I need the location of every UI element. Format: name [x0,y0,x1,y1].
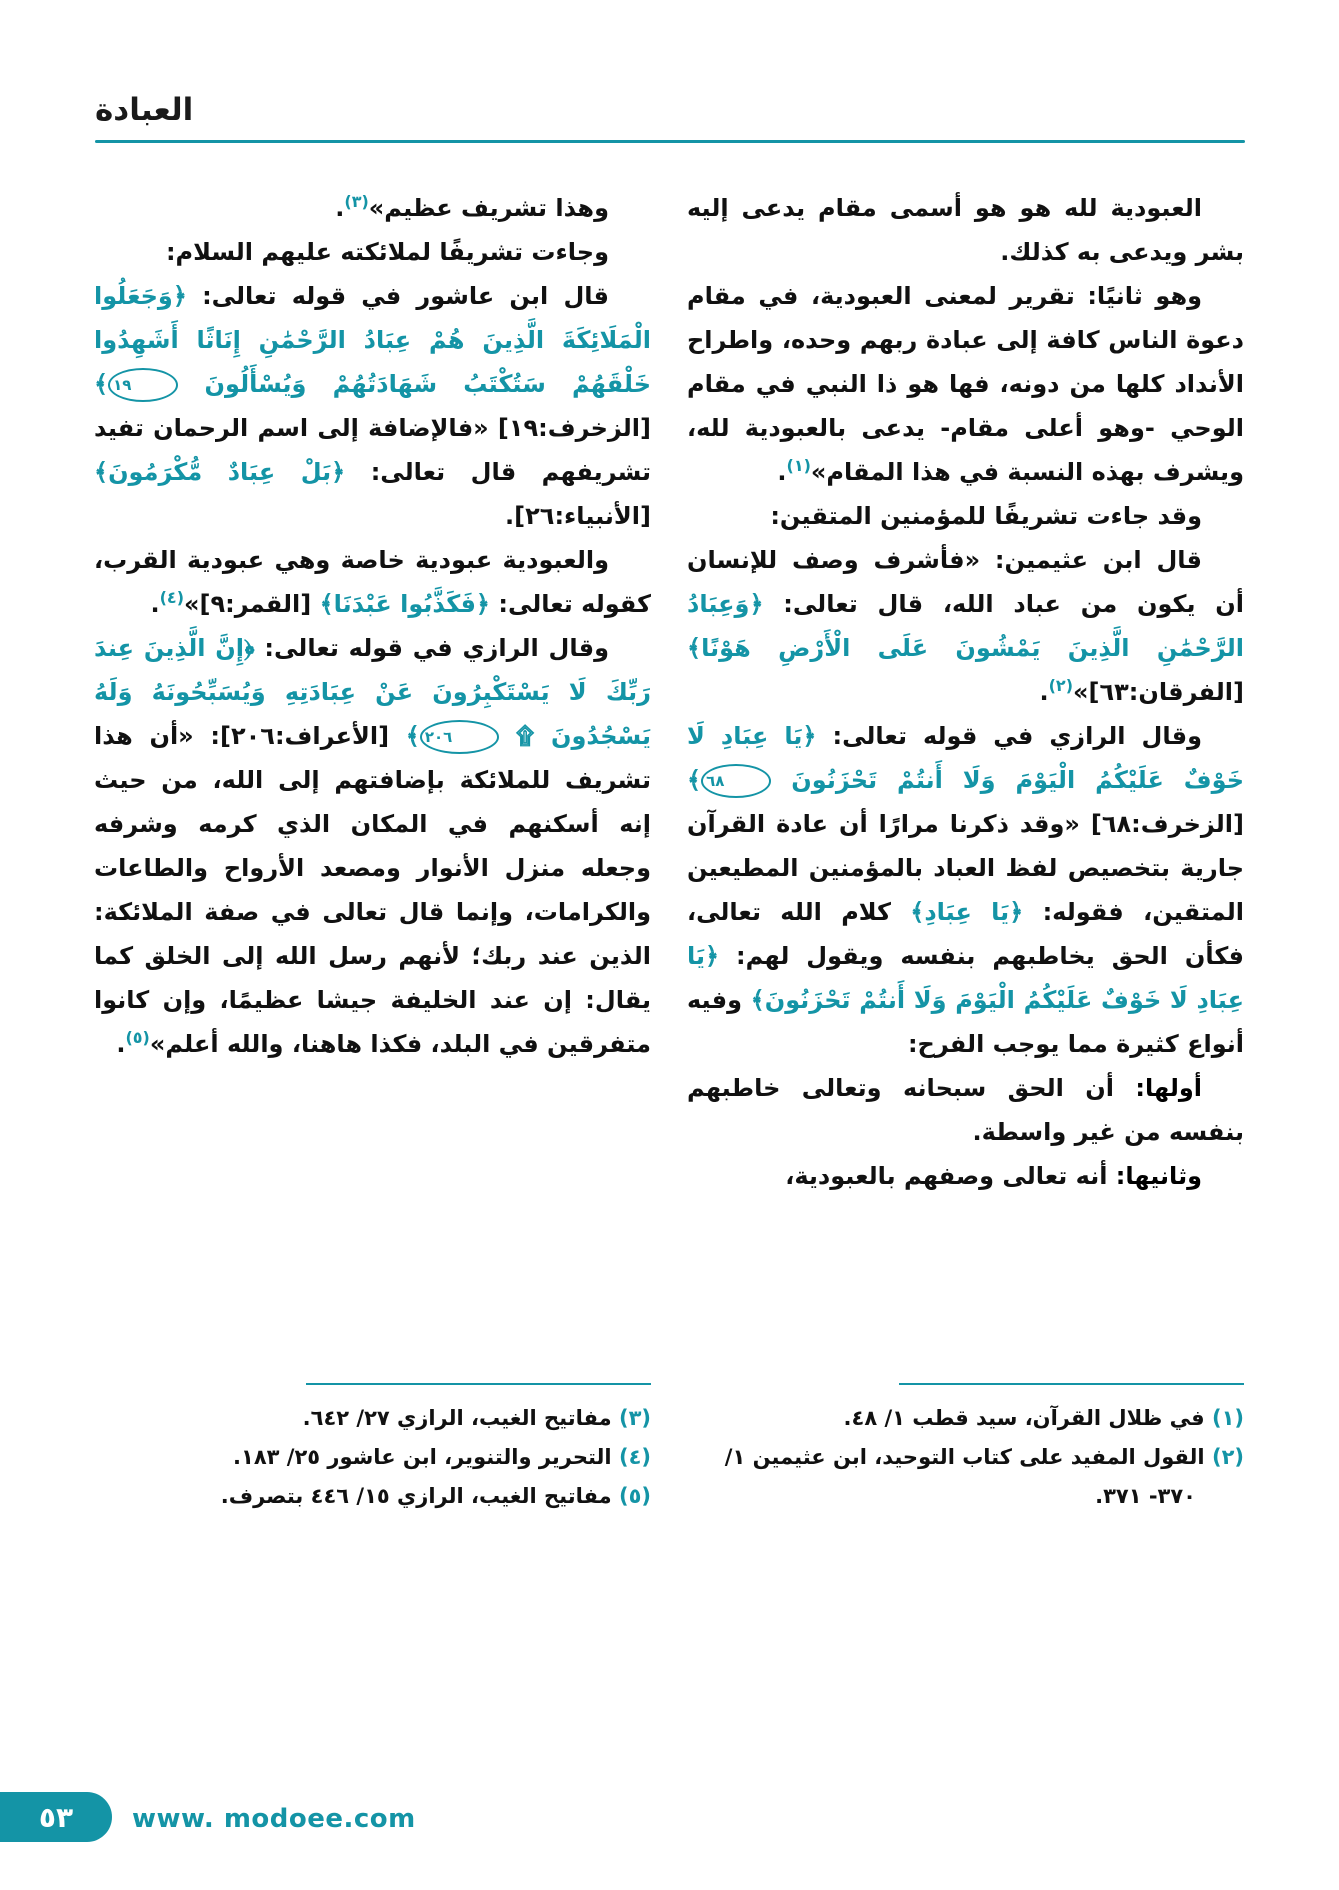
footnote-ref: (٢) [1048,676,1073,695]
page-number-badge [0,1792,112,1842]
body-text: وهذا تشريف عظيم» [368,194,609,222]
footnote-list [687,1399,1244,1516]
body-text: أنه تعالى وصفهم بالعبودية، [785,1162,1116,1190]
page-header [95,92,1245,143]
ayah-number-marker: ١٩ [108,368,178,402]
footnote-divider [899,1383,1244,1385]
footnote-text: مفاتيح الغيب، الرازي ٢٧/ ٦٤٢. [302,1406,619,1430]
footnote-ref: (٣) [344,192,369,211]
page-header-title: العبادة [95,92,194,128]
footnote-item [687,1438,1244,1516]
footnote-marker: (٣) [618,1406,651,1430]
quran-verse: ﴿يَا عِبَادِ لَا خَوْفٌ عَلَيْكُمُ الْيَوْمَ وَلَا أَنتُمْ تَحْزَنُونَ [687,722,1244,794]
footnote-item [687,1399,1244,1438]
quran-verse: ﴿وَعِبَادُ الرَّحْمَٰنِ الَّذِينَ يَمْشُونَ عَلَى الْأَرْضِ هَوْنًا﴾ [687,590,1244,662]
body-text: أن الحق سبحانه وتعالى خاطبهم بنفسه من غير واسطة. [687,1074,1244,1146]
body-text: . [1039,678,1049,706]
column-left-footnotes [94,1377,651,1516]
body-text: والعبودية عبودية خاصة وهي عبودية القرب، كقوله تعالى: [94,546,651,618]
paragraph [687,1154,1244,1198]
footnote-marker: (١) [1211,1406,1244,1430]
footnote-text: مفاتيح الغيب، الرازي ١٥/ ٤٤٦ بتصرف. [220,1484,619,1508]
paragraph [687,714,1244,1066]
emphasis-text: وثانيها: [1115,1162,1202,1190]
text-columns [94,186,1244,1516]
body-text: . [116,1030,126,1058]
footnote-ref: (٤) [159,588,184,607]
column-right-body [687,186,1244,1198]
body-text: [الأنبياء:٢٦]. [505,502,651,530]
paragraph [94,186,651,230]
paragraph [687,274,1244,494]
body-text: [الزخرف:٦٨] «وقد ذكرنا مرارًا أن عادة القرآن جارية بتخصيص لفظ العباد بالمؤمنين المطيعين المتقين، فقوله: [687,810,1244,926]
website-text: www. modoee.com [132,1804,416,1834]
quran-verse: ﴿بَلْ عِبَادٌ مُّكْرَمُونَ﴾ [94,458,346,486]
footnote-marker: (٢) [1211,1445,1244,1469]
body-text: كلام الله تعالى، فكأن الحق يخاطبهم بنفسه ويقول لهم: [687,898,1244,970]
ayah-number-marker: ٢٠٦ [420,720,499,754]
footnote-text: القول المفيد على كتاب التوحيد، ابن عثيمين ١/ ٣٧٠- ٣٧١. [724,1445,1212,1508]
column-left [94,186,651,1516]
paragraph [687,494,1244,538]
emphasis-text: أولها: [1135,1074,1202,1102]
footnote-marker: (٤) [618,1445,651,1469]
body-text: وجاءت تشريفًا لملائكته عليهم السلام: [165,238,609,266]
footnote-ref: (٥) [125,1028,150,1047]
body-text: [الفرقان:٦٣]» [1073,678,1244,706]
footnote-list [94,1399,651,1516]
quran-verse: ﴾ [405,722,420,750]
footnote-item [94,1438,651,1477]
body-text: [القمر:٩]» [184,590,320,618]
quran-verse: ﴿وَجَعَلُوا الْمَلَائِكَةَ الَّذِينَ هُمْ عِبَادُ الرَّحْمَٰنِ إِنَاثًا أَشَهِدُوا خَلْقَهُمْ سَتُكْتَبُ شَهَادَتُهُمْ وَيُسْأَلُونَ [94,282,651,398]
body-text: . [150,590,160,618]
quran-verse: ﴿إِنَّ الَّذِينَ عِندَ رَبِّكَ لَا يَسْتَكْبِرُونَ عَنْ عِبَادَتِهِ وَيُسَبِّحُونَهُ وَلَهُ يَسْجُدُونَ ۩ [94,634,651,750]
paragraph [687,186,1244,274]
column-right-footnotes [687,1377,1244,1516]
quran-verse: ﴿فَكَذَّبُوا عَبْدَنَا﴾ [319,590,490,618]
body-text: [الأعراف:٢٠٦]: «أن هذا تشريف للملائكة بإضافتهم إلى الله، من حيث إنه أسكنهم في المكان الذي كرمه وشرفه وجعله منزل الأنوار ومصعد الأرواح والطاعات والكرامات، وإنما قال تعالى في صفة الملائكة: الذين عند ربك؛ لأنهم رسل الله إلى الخلق كما يقال: إن عند الخليفة جيشا عظيمًا، وإن كانوا متفرقين في البلد، فكذا هاهنا، والله أعلم» [94,722,651,1058]
footnote-divider [306,1383,651,1385]
header-rule [95,140,1245,143]
paragraph [94,626,651,1066]
body-text: وقال الرازي في قوله تعالى: [254,634,609,662]
quran-verse: ﴿يَا عِبَادِ﴾ [910,898,1024,926]
body-text: قال ابن عاشور في قوله تعالى: [186,282,609,310]
quran-verse: ﴾ [94,370,109,398]
body-text: وقال الرازي في قوله تعالى: [816,722,1202,750]
body-text: قال ابن عثيمين: «فأشرف وصف للإنسان أن يكون من عباد الله، قال تعالى: [687,546,1244,618]
paragraph [94,538,651,626]
column-right [687,186,1244,1516]
footnote-ref: (١) [786,456,811,475]
body-text: . [777,458,787,486]
paragraph [94,230,651,274]
page-number: ٥٣ [38,1800,74,1834]
footnote-item [94,1477,651,1516]
body-text: وقد جاءت تشريفًا للمؤمنين المتقين: [770,502,1202,530]
body-text: وهو ثانيًا: تقرير لمعنى العبودية، في مقام دعوة الناس كافة إلى عبادة ربهم وحده، واطراح الأنداد كلها من دونه، فها هو ذا النبي في مقام الوحي -وهو أعلى مقام- يدعى بالعبودية لله، ويشرف بهذه النسبة في هذا المقام» [687,282,1244,486]
body-text: وفيه أنواع كثيرة مما يوجب الفرح: [687,986,1244,1058]
body-text: [الزخرف:١٩] «فالإضافة إلى اسم الرحمان تفيد تشريفهم قال تعالى: [94,414,651,486]
quran-verse: ﴾ [687,766,702,794]
body-text: . [335,194,345,222]
quran-verse: ﴿يَا عِبَادِ لَا خَوْفٌ عَلَيْكُمُ الْيَوْمَ وَلَا أَنتُمْ تَحْزَنُونَ﴾ [687,942,1244,1014]
footnote-item [94,1399,651,1438]
footnote-text: في ظلال القرآن، سيد قطب ١/ ٤٨. [843,1406,1212,1430]
footnote-marker: (٥) [618,1484,651,1508]
ayah-number-marker: ٦٨ [701,764,771,798]
paragraph [687,1066,1244,1154]
column-left-body [94,186,651,1066]
footnote-text: التحرير والتنوير، ابن عاشور ٢٥/ ١٨٣. [233,1445,619,1469]
body-text: العبودية لله هو هو أسمى مقام يدعى إليه بشر ويدعى به كذلك. [687,194,1244,266]
paragraph [94,274,651,538]
paragraph [687,538,1244,714]
